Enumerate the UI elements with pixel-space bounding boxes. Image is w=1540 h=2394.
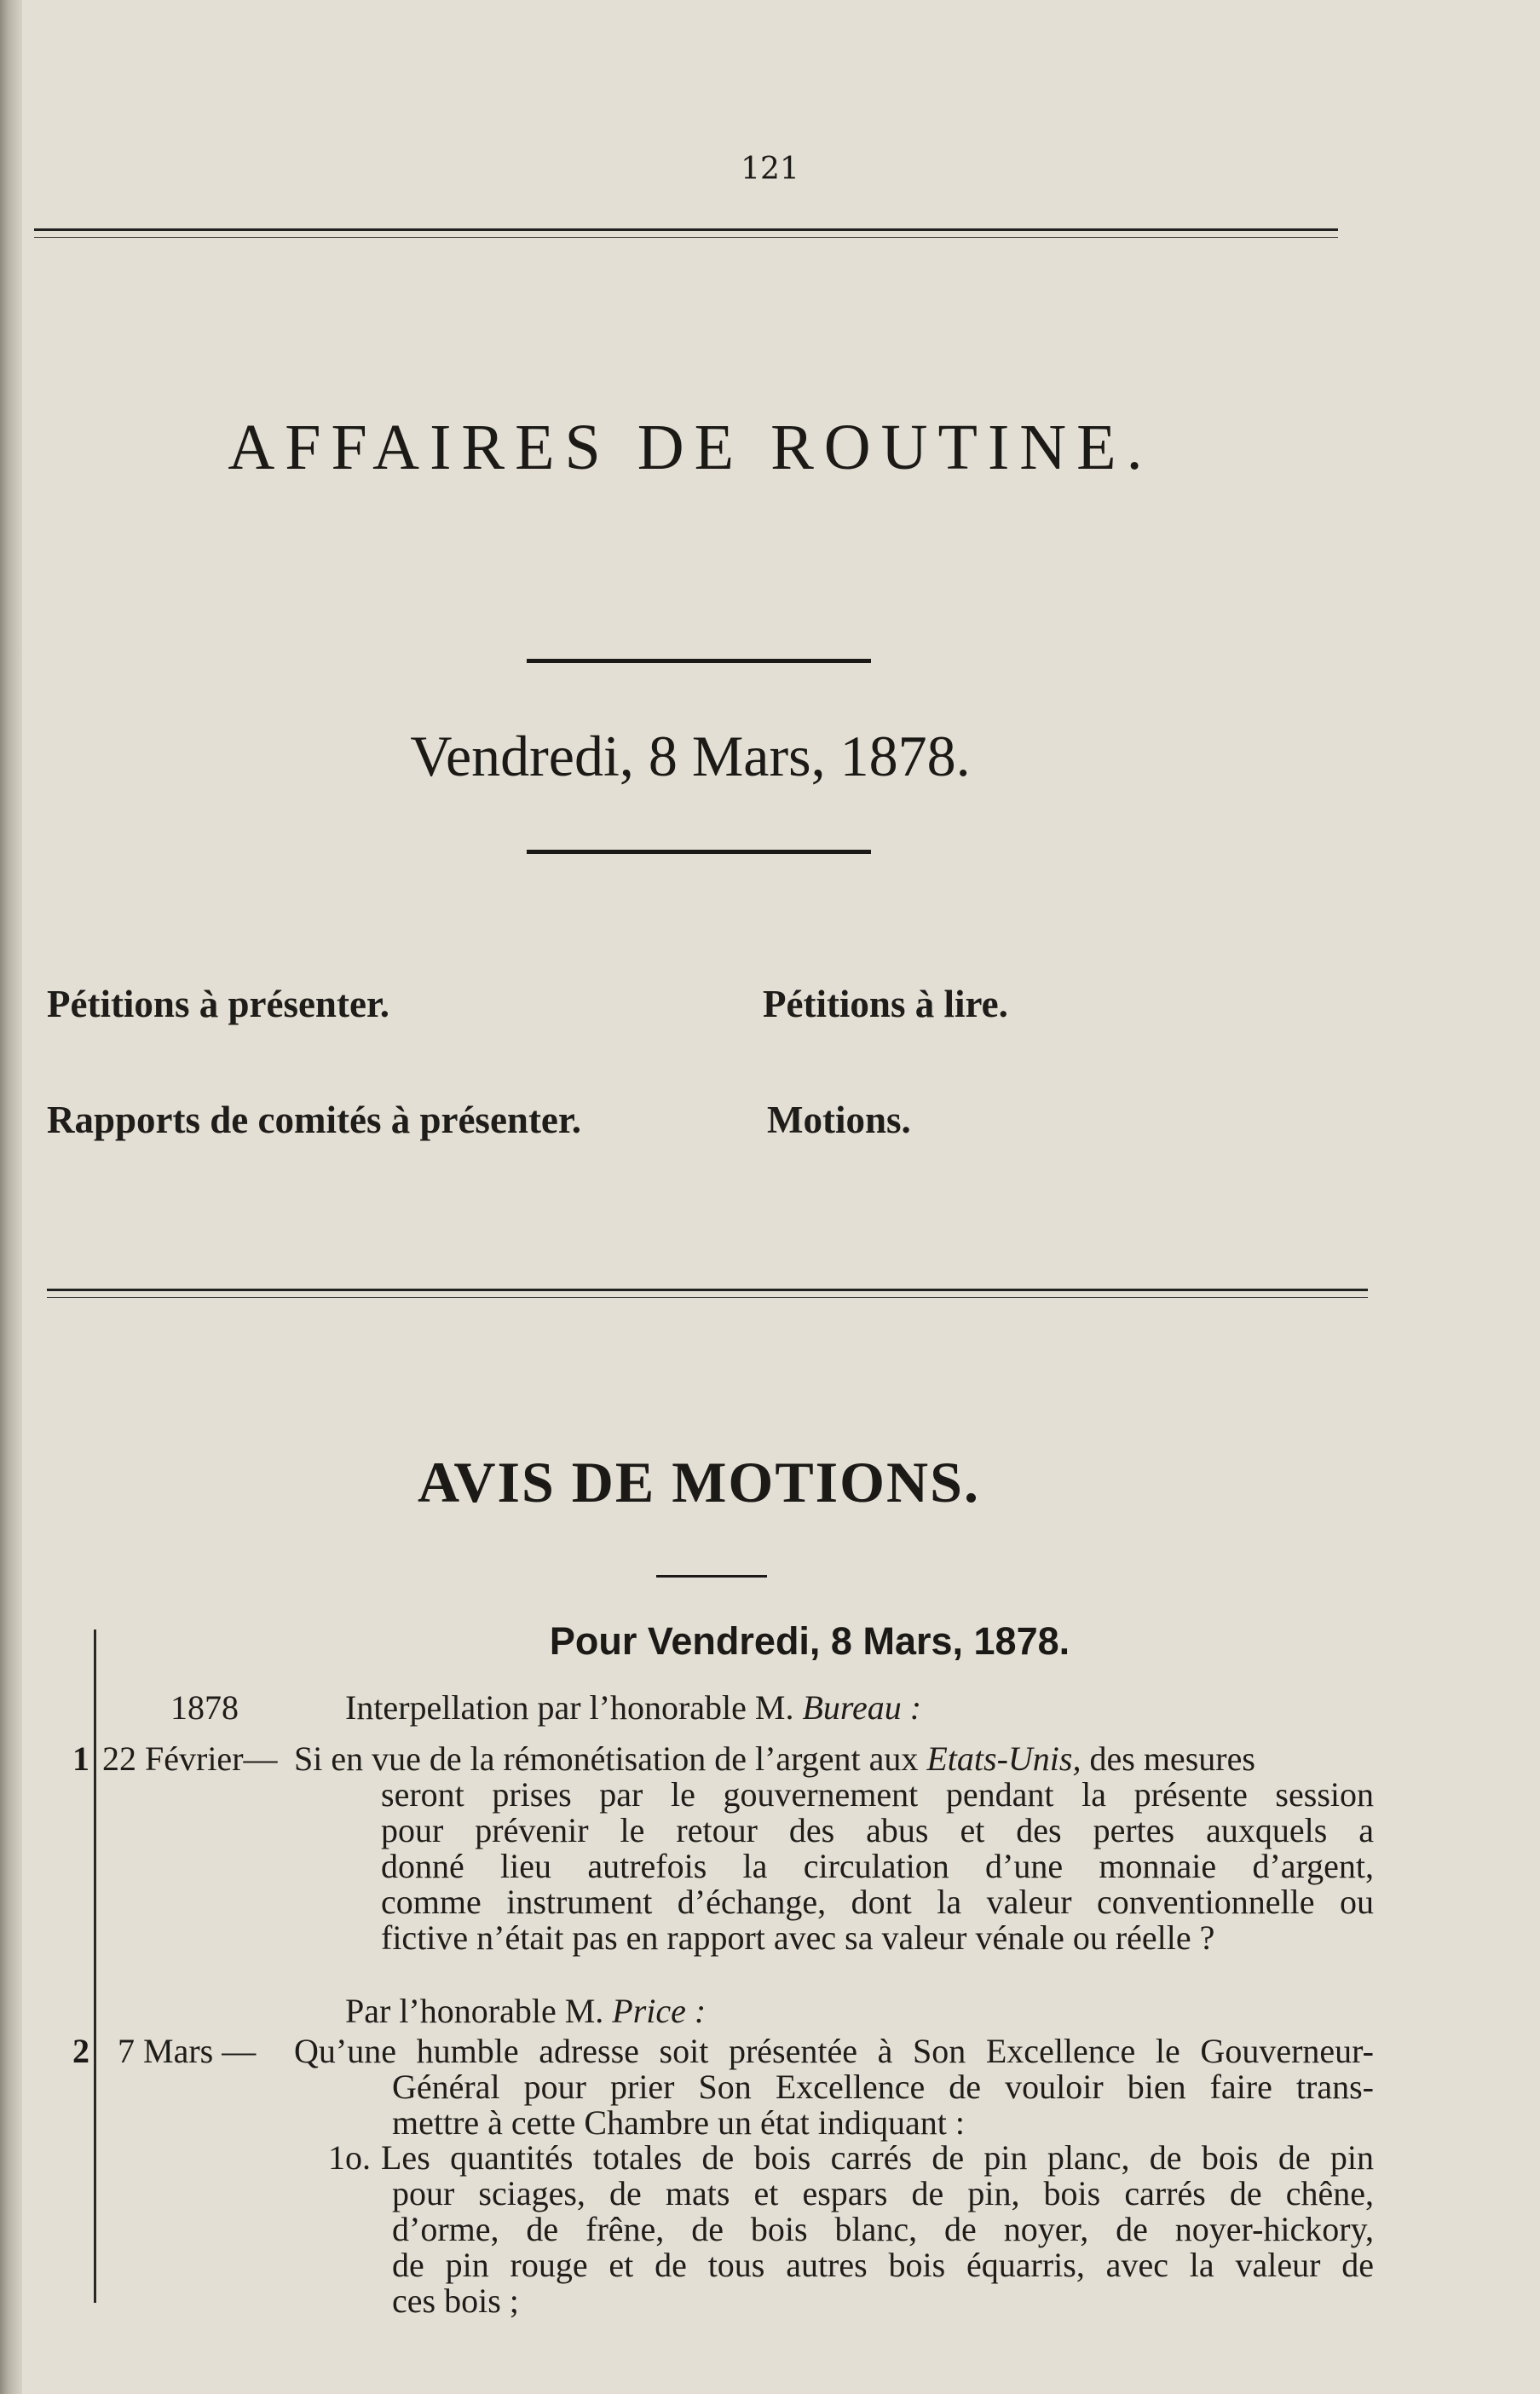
section-rule-thin xyxy=(47,1297,1368,1298)
page-number: 121 xyxy=(741,152,799,187)
motion2-line-1: Qu’une humble adresse soit présentée à Son Excellence le Gouverneur- xyxy=(294,2032,1374,2070)
year-label: 1878 xyxy=(170,1688,239,1727)
item-motions: Motions. xyxy=(767,1099,911,1141)
divider-upper xyxy=(527,659,871,663)
avis-divider xyxy=(656,1575,767,1578)
interpellation-prefix: Interpellation par l’honorable M. xyxy=(345,1688,794,1727)
sub-line-1: Les quantités totales de bois carrés de pin planc, de bois de pin xyxy=(381,2138,1374,2177)
interpellation-line xyxy=(345,1687,921,1728)
motion1-line-6: fictive n’était pas en rapport avec sa valeur vénale ou réelle ? xyxy=(381,1918,1215,1957)
motion1-line-1-end: des mesures xyxy=(1081,1739,1255,1778)
sub-line-3: d’orme, de frêne, de bois blanc, de noyer, de noyer-hickory, xyxy=(392,2210,1374,2248)
sub-line-4: de pin rouge et de tous autres bois équarris, avec la valeur de xyxy=(392,2246,1374,2284)
motion2-line-2: Général pour prier Son Excellence de vouloir bien faire trans- xyxy=(392,2068,1374,2106)
book-spine-edge xyxy=(0,0,22,2394)
divider-lower xyxy=(527,850,871,854)
margin-bar xyxy=(94,1630,96,2303)
motion1-line-2: seront prises par le gouvernement pendant la présente session xyxy=(381,1775,1374,1814)
item-petitions-presenter: Pétitions à présenter. xyxy=(47,983,390,1025)
motion2-date: 7 Mars — xyxy=(118,2032,257,2070)
motion1-date: 22 Février— xyxy=(102,1739,278,1778)
motion1-line-1-text: Si en vue de la rémonétisation de l’argent aux xyxy=(294,1739,919,1778)
sub-line-2: pour sciages, de mats et espars de pin, bois carrés de chêne, xyxy=(392,2174,1374,2212)
item-petitions-lire: Pétitions à lire. xyxy=(763,983,1008,1025)
etats-unis: Etats-Unis, xyxy=(926,1739,1081,1778)
top-rule xyxy=(34,228,1338,231)
motion2-line-3: mettre à cette Chambre un état indiquant : xyxy=(392,2103,965,2142)
pour-heading: Pour Vendredi, 8 Mars, 1878. xyxy=(549,1619,1070,1663)
motion1-line-1 xyxy=(294,1739,1255,1779)
sub-label-1o: 1o. xyxy=(328,2138,371,2177)
motion1-line-4: donné lieu autrefois la circulation d’une monnaie d’argent, xyxy=(381,1847,1374,1885)
motion-number-2: 2 xyxy=(72,2032,89,2070)
date-heading: Vendredi, 8 Mars, 1878. xyxy=(410,724,971,788)
top-rule-thin xyxy=(34,237,1338,238)
par-line xyxy=(345,1991,706,2031)
motion1-line-3: pour prévenir le retour des abus et des pertes auxquels a xyxy=(381,1811,1374,1849)
par-prefix: Par l’honorable M. xyxy=(345,1992,604,2030)
avis-title: AVIS DE MOTIONS. xyxy=(418,1450,980,1514)
member-bureau: Bureau : xyxy=(802,1688,922,1727)
section-title: AFFAIRES DE ROUTINE. xyxy=(228,412,1153,483)
member-price: Price : xyxy=(612,1992,707,2030)
section-rule xyxy=(47,1289,1368,1291)
motion1-line-5: comme instrument d’échange, dont la valeur conventionnelle ou xyxy=(381,1883,1374,1921)
sub-line-5: ces bois ; xyxy=(392,2282,519,2320)
item-rapports: Rapports de comités à présenter. xyxy=(47,1099,581,1141)
motion-number-1: 1 xyxy=(72,1739,89,1778)
